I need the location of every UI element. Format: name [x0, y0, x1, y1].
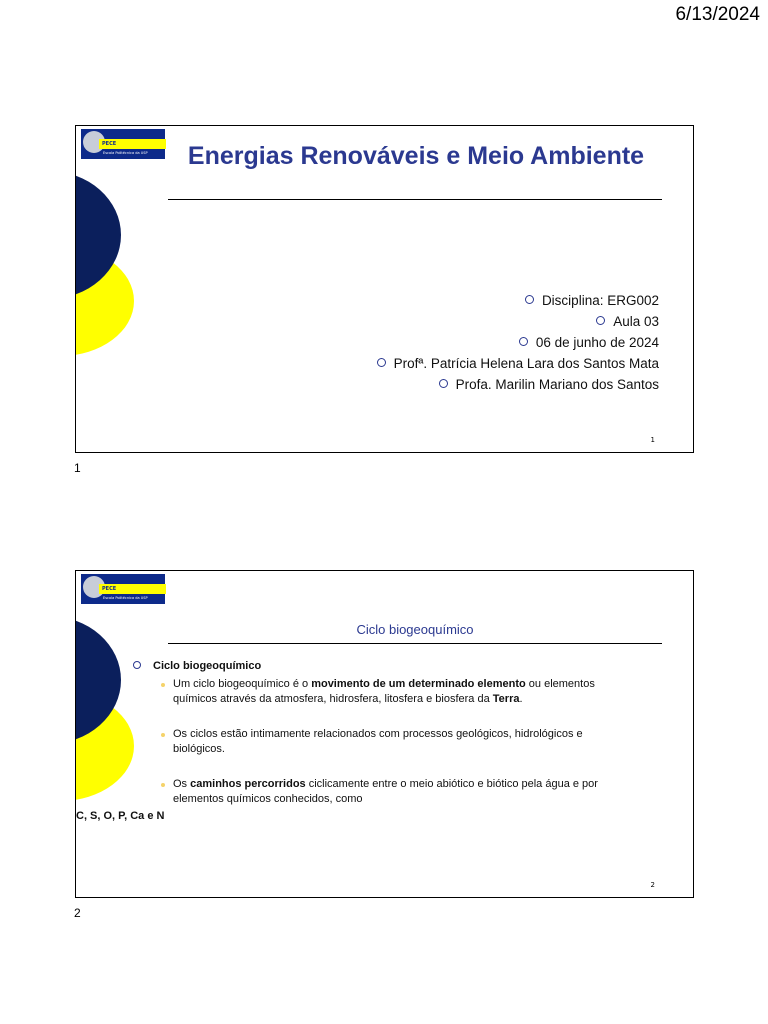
list-item: Os caminhos percorridos ciclicamente entre o meio abiótico e biótico pela água e por elementos químicos conhecidos, como	[133, 777, 633, 807]
circle-bullet-icon	[525, 295, 534, 304]
slide-number: 1	[650, 436, 655, 444]
title-divider	[168, 643, 662, 644]
list-item: 06 de junho de 2024	[377, 332, 659, 353]
slide-content: Ciclo biogeoquímico Um ciclo biogeoquímico é o movimento de um determinado elemento ou elementos químicos através da atmosfera, hidrosfera, litosfera e biosfera da Terra. Os ciclos estão intimamente relacionados com processos geológicos, hidrológicos e biológicos. Os caminhos percorridos ciclicamente entre o meio abiótico e biótico pela água e por elementos químicos conhecidos, como C, S, O, P, Ca e N	[133, 659, 633, 824]
circle-bullet-icon	[377, 358, 386, 367]
slide-title: Energias Renováveis e Meio Ambiente	[187, 142, 645, 170]
circle-bullet-icon	[133, 661, 141, 669]
elements-list: C, S, O, P, Ca e N	[76, 810, 165, 822]
title-divider	[168, 199, 662, 200]
slide-2	[75, 570, 694, 898]
list-item: Os ciclos estão intimamente relacionados com processos geológicos, hidrológicos e biológicos.	[133, 727, 633, 757]
pece-logo: PECE Escola Politécnica da USP	[81, 129, 165, 159]
slide-info-list	[377, 290, 659, 395]
list-item: Disciplina: ERG002	[377, 290, 659, 311]
list-item: Profª. Patrícia Helena Lara dos Santos Mata	[377, 353, 659, 374]
circle-bullet-icon	[439, 379, 448, 388]
circle-bullet-icon	[596, 316, 605, 325]
slide-number: 2	[650, 881, 655, 889]
list-item: Profa. Marilin Mariano dos Santos	[377, 374, 659, 395]
circle-bullet-icon	[519, 337, 528, 346]
slide-title: Ciclo biogeoquímico	[356, 622, 474, 637]
list-item: Aula 03	[377, 311, 659, 332]
slide-1	[75, 125, 694, 453]
print-date: 6/13/2024	[675, 4, 760, 25]
page-label: 1	[74, 461, 81, 475]
page-label: 2	[74, 906, 81, 920]
list-item: Um ciclo biogeoquímico é o movimento de um determinado elemento ou elementos químicos através da atmosfera, hidrosfera, litosfera e biosfera da Terra.	[133, 677, 633, 707]
pece-logo: PECE Escola Politécnica da USP	[81, 574, 165, 604]
